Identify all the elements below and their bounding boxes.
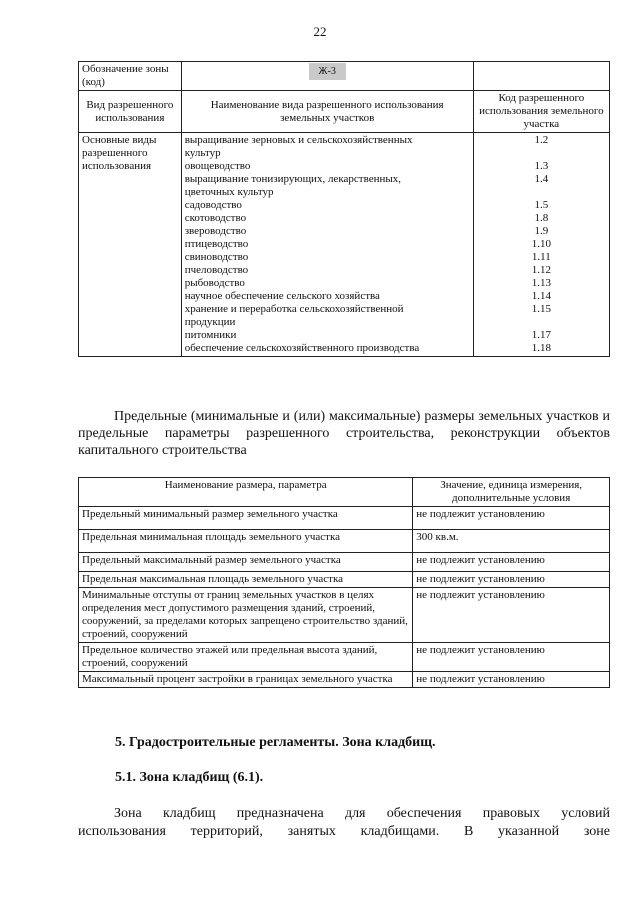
use-code: 1.5 — [534, 199, 549, 211]
use-code: 1.9 — [534, 225, 549, 237]
use-code: 1.14 — [531, 290, 551, 302]
zone-uses-table — [78, 61, 610, 357]
parameter-name: Предельная максимальная площадь земельного участка — [79, 572, 413, 588]
parameter-value: не подлежит установлению — [413, 507, 610, 530]
use-item: выращивание тонизирующих, лекарственных, цветочных культур — [184, 173, 401, 198]
parameter-value: не подлежит установлению — [413, 672, 610, 688]
header-name: Наименование вида разрешенного использования земельных участков — [181, 91, 473, 133]
use-code: 1.17 — [531, 329, 551, 341]
use-code: 1.2 — [534, 134, 549, 146]
parameter-value: не подлежит установлению — [413, 643, 610, 672]
subsection-heading: 5.1. Зона кладбищ (6.1). — [115, 770, 264, 785]
table-row — [79, 588, 610, 643]
table-row — [79, 643, 610, 672]
use-item: пчеловодство — [184, 264, 249, 276]
table-row — [79, 553, 610, 572]
header-kind: Вид разрешенного использования — [79, 91, 182, 133]
table-header-row — [79, 91, 610, 133]
use-code: 1.3 — [534, 160, 549, 172]
page-number: 22 — [313, 24, 327, 39]
use-item: научное обеспечение сельского хозяйства — [184, 290, 380, 302]
use-item: птицеводство — [184, 238, 249, 250]
use-code: 1.18 — [531, 342, 551, 354]
use-code: 1.11 — [531, 251, 551, 263]
parameters-header-row — [79, 478, 610, 507]
main-kinds-label: Основные виды разрешенного использования — [79, 133, 182, 357]
main-uses-row — [79, 133, 610, 357]
use-item: садоводство — [184, 199, 242, 211]
cemetery-paragraph-line1: Зона кладбищ предназначена для обеспечения правовых условий — [114, 806, 610, 821]
use-code: 1.10 — [531, 238, 551, 250]
table-row — [79, 530, 610, 553]
section-heading: 5. Градостроительные регламенты. Зона кладбищ. — [115, 735, 436, 750]
table-row — [79, 507, 610, 530]
parameter-value: 300 кв.м. — [413, 530, 610, 553]
use-code: 1.12 — [531, 264, 551, 276]
table-row — [79, 572, 610, 588]
use-item: свиноводство — [184, 251, 249, 263]
parameter-name: Предельный максимальный размер земельного участка — [79, 553, 413, 572]
parameters-table — [78, 477, 610, 688]
use-item: выращивание зерновых и сельскохозяйственных культур — [184, 134, 413, 159]
use-code: 1.8 — [534, 212, 549, 224]
parameter-value: не подлежит установлению — [413, 553, 610, 572]
use-item: питомники — [184, 329, 237, 341]
use-item: рыбоводство — [184, 277, 245, 289]
use-item: обеспечение сельскохозяйственного производства — [184, 342, 420, 354]
table-row — [79, 672, 610, 688]
parameter-name: Предельное количество этажей или предельная высота зданий, строений, сооружений — [79, 643, 413, 672]
use-code: 1.13 — [531, 277, 551, 289]
parameter-value: не подлежит установлению — [413, 588, 610, 643]
use-item: хранение и переработка сельскохозяйственной продукции — [184, 303, 404, 328]
zone-code-row — [79, 62, 610, 91]
header-parameter-value: Значение, единица измерения, дополнительные условия — [413, 478, 610, 507]
cemetery-paragraph-line2: использования территорий, занятых кладбищами. В указанной зоне — [78, 824, 610, 839]
use-item: овощеводство — [184, 160, 251, 172]
use-code: 1.4 — [534, 173, 549, 185]
parameter-name: Предельная минимальная площадь земельного участка — [79, 530, 413, 553]
use-item: звероводство — [184, 225, 247, 237]
parameter-value: не подлежит установлению — [413, 572, 610, 588]
header-code: Код разрешенного использования земельного участка — [473, 91, 609, 133]
header-parameter-name: Наименование размера, параметра — [79, 478, 413, 507]
zone-code: Ж-3 — [309, 63, 346, 80]
use-code: 1.15 — [531, 303, 551, 315]
use-item: скотоводство — [184, 212, 247, 224]
limits-paragraph: Предельные (минимальные и (или) максимальные) размеры земельных участков и предельные параметры разрешенного строительства, реконструкции объектов капитального строительства — [78, 409, 610, 458]
zone-label-cell: Обозначение зоны (код) — [79, 62, 182, 91]
parameter-name: Максимальный процент застройки в границах земельного участка — [79, 672, 413, 688]
parameter-name: Минимальные отступы от границ земельных участков в целях определения мест допустимого размещения зданий, строений, сооружений, за пределами которых запрещено строительство зданий, строений, сооружений — [79, 588, 413, 643]
parameter-name: Предельный минимальный размер земельного участка — [79, 507, 413, 530]
